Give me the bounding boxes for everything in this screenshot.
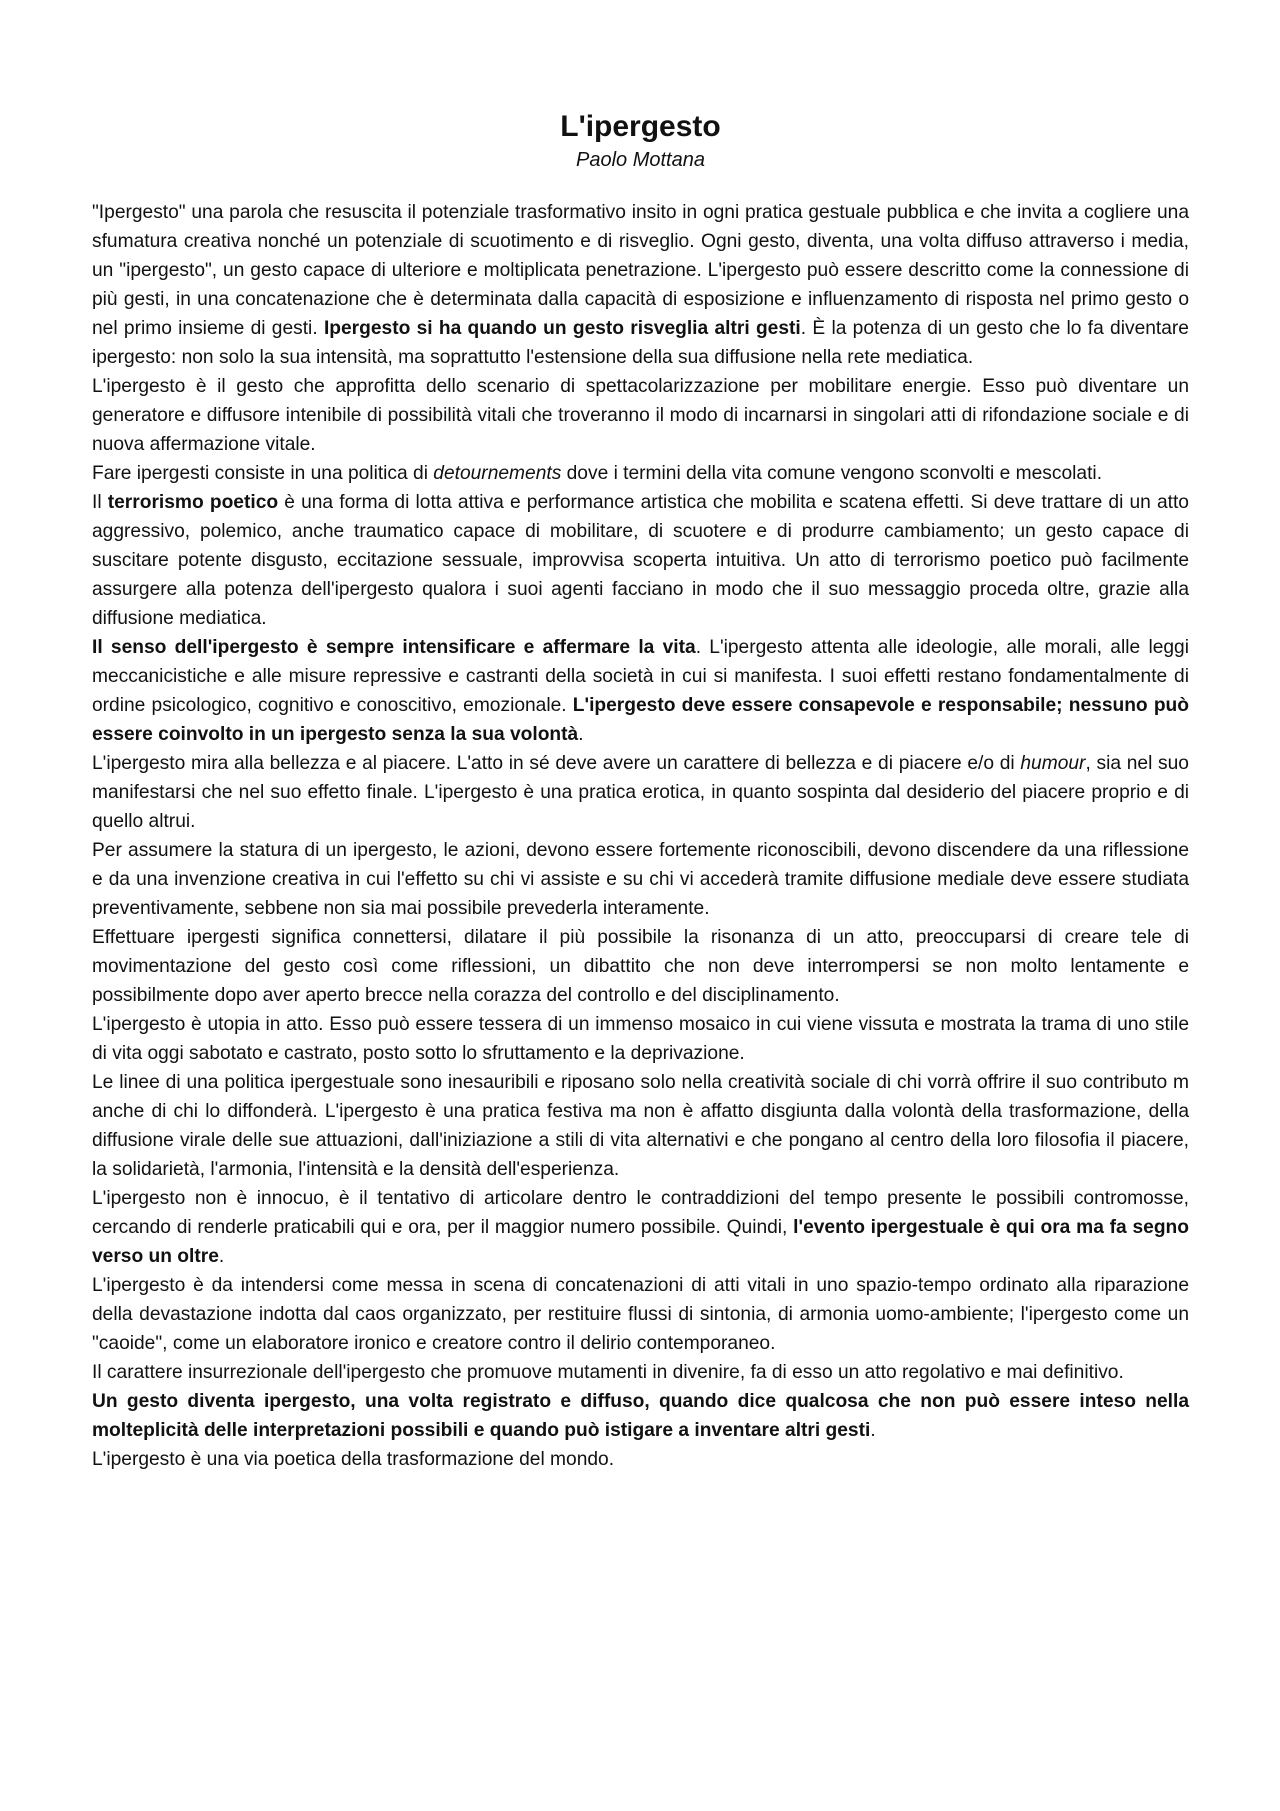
text-run: . — [578, 724, 584, 745]
text-run: L'ipergesto è una via poetica della trasformazione del mondo. — [92, 1449, 615, 1470]
text-run: Effettuare ipergesti significa connettersi, dilatare il più possibile la risonanza di un atto, preoccuparsi di creare tele di movimentazione del gesto così come riflessioni, un dibattito che non deve interrompersi se non molto lentamente e possibilmente dopo aver aperto brecce nella corazza del controllo e del disciplinamento. — [92, 927, 1189, 1006]
italic-text: humour — [1020, 753, 1086, 774]
text-run: L'ipergesto è il gesto che approfitta dello scenario di spettacolarizzazione per mobilitare energie. Esso può diventare un generatore e diffusore intenibile di possibilità vitali che troveranno il modo di incarnarsi in singolari atti di rifondazione sociale e di nuova affermazione vitale. — [92, 376, 1189, 455]
italic-text: detournements — [433, 463, 562, 484]
bold-text: terrorismo poetico — [107, 492, 279, 513]
paragraph — [92, 1271, 1189, 1358]
paragraph — [92, 1445, 1189, 1474]
text-run: L'ipergesto mira alla bellezza e al piacere. L'atto in sé deve avere un carattere di bellezza e di piacere e/o di — [92, 753, 1021, 774]
bold-text: Un gesto diventa ipergesto, una volta registrato e diffuso, quando dice qualcosa che non può essere inteso nella molteplicità delle interpretazioni possibili e quando può istigare a inventare altri gesti — [92, 1391, 1189, 1441]
paragraph — [92, 488, 1189, 633]
paragraph — [92, 923, 1189, 1010]
document-author: Paolo Mottana — [576, 149, 705, 171]
text-run: . — [218, 1246, 225, 1267]
text-run: è una forma di lotta attiva e performance artistica che mobilita e scatena effetti. Si deve trattare di un atto aggressivo, polemico, anche traumatico capace di mobilitare, di scuotere e di produrre cambiamento; un gesto capace di suscitare potente disgusto, eccitazione sessuale, improvvisa scoperta intuitiva. Un atto di terrorismo poetico può facilmente assurgere alla potenza dell'ipergesto qualora i suoi agenti facciano in modo che il suo messaggio proceda oltre, grazie alla diffusione mediatica. — [92, 492, 1189, 629]
paragraph — [92, 459, 1189, 488]
paragraph — [92, 749, 1189, 836]
text-run: L'ipergesto è da intendersi come messa in scena di concatenazioni di atti vitali in uno spazio-tempo ordinato alla riparazione della devastazione indotta dal caos organizzato, per restituire flussi di sintonia, di armonia uomo-ambiente; l'ipergesto come un "caoide", come un elaboratore ironico e creatore contro il delirio contemporaneo. — [92, 1275, 1189, 1354]
text-run: Il — [92, 492, 108, 513]
paragraph — [92, 1010, 1189, 1068]
text-run: Fare ipergesti consiste in una politica di — [92, 463, 434, 484]
paragraph — [92, 1387, 1189, 1445]
bold-text: Il senso dell'ipergesto è sempre intensificare e affermare la vita — [92, 637, 696, 658]
text-run: , sia nel suo manifestarsi che nel suo effetto finale. L'ipergesto è una pratica erotica, in quanto sospinta dal desiderio del piacere proprio e di quello altrui. — [92, 753, 1189, 832]
text-run: Le linee di una politica ipergestuale sono inesauribili e riposano solo nella creatività sociale di chi vorrà offrire il suo contributo m anche di chi lo diffonderà. L'ipergesto è una pratica festiva ma non è affatto disgiunta dalla volontà della trasformazione, della diffusione virale delle sue attuazioni, dall'iniziazione a stili di vita alternativi e che pongano al centro della loro filosofia il piacere, la solidarietà, l'armonia, l'intensità e la densità dell'esperienza. — [92, 1072, 1189, 1180]
paragraph — [92, 1184, 1189, 1271]
text-run: "Ipergesto" una parola che resuscita il potenziale trasformativo insito in ogni pratica gestuale pubblica e che invita a cogliere una sfumatura creativa nonché un potenziale di scuotimento e di risveglio. Ogni gesto, diventa, una volta diffuso attraverso i media, un "ipergesto", un gesto capace di ulteriore e moltiplicata penetrazione. L'ipergesto può essere descritto come la connessione di più gesti, in una concatenazione che è determinata dalla capacità di esposizione e influenzamento di risposta nel primo gesto o nel primo insieme di gesti. — [92, 202, 1189, 339]
text-run: Per assumere la statura di un ipergesto, le azioni, devono essere fortemente riconoscibili, devono discendere da una riflessione e da una invenzione creativa in cui l'effetto su chi vi assiste e su chi vi accederà tramite diffusione mediale deve essere studiata preventivamente, sebbene non sia mai possibile prevederla interamente. — [92, 840, 1189, 919]
paragraph — [92, 372, 1189, 459]
text-run: . L'ipergesto attenta alle ideologie, alle morali, alle leggi meccanicistiche e alle misure repressive e castranti della società in cui si manifesta. I suoi effetti restano fondamentalmente di ordine psicologico, cognitivo e conoscitivo, emozionale. — [92, 637, 1189, 716]
document-body — [92, 198, 1189, 1474]
bold-text: L'ipergesto deve essere consapevole e responsabile; nessuno può essere coinvolto in un ipergesto senza la sua volontà — [92, 695, 1189, 745]
paragraph — [92, 1358, 1189, 1387]
document-page — [92, 108, 1189, 1474]
document-title: L'ipergesto — [560, 110, 721, 143]
bold-text: l'evento ipergestuale è qui ora ma fa segno verso un oltre — [92, 1217, 1189, 1267]
paragraph — [92, 836, 1189, 923]
text-run: Il carattere insurrezionale dell'ipergesto che promuove mutamenti in divenire, fa di esso un atto regolativo e mai definitivo. — [92, 1362, 1124, 1383]
text-run: dove i termini della vita comune vengono sconvolti e mescolati. — [561, 463, 1103, 484]
text-run: L'ipergesto è utopia in atto. Esso può essere tessera di un immenso mosaico in cui viene vissuta e mostrata la trama di uno stile di vita oggi sabotato e castrato, posto sotto lo sfruttamento e la deprivazione. — [92, 1014, 1189, 1064]
text-run: . È la potenza di un gesto che lo fa diventare ipergesto: non solo la sua intensità, ma soprattutto l'estensione della sua diffusione nella rete mediatica. — [92, 318, 1189, 368]
text-run: . — [870, 1420, 876, 1441]
paragraph — [92, 198, 1189, 372]
paragraph — [92, 633, 1189, 749]
text-run: L'ipergesto non è innocuo, è il tentativo di articolare dentro le contraddizioni del tempo presente le possibili contromosse, cercando di renderle praticabili qui e ora, per il maggior numero possibile. Quindi, — [92, 1188, 1189, 1238]
paragraph — [92, 1068, 1189, 1184]
bold-text: Ipergesto si ha quando un gesto risveglia altri gesti — [323, 318, 801, 339]
